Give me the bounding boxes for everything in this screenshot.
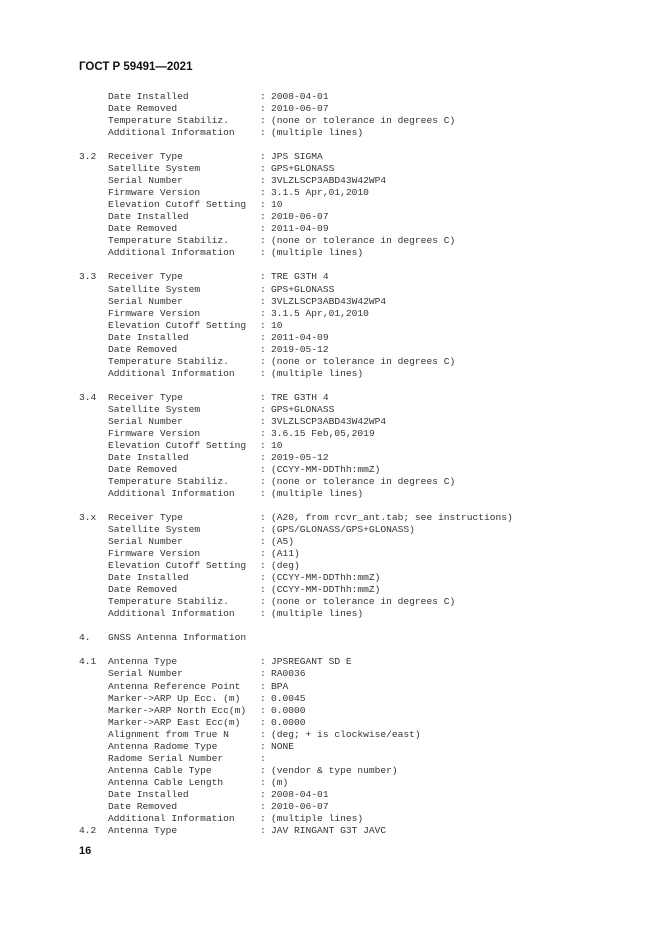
- page-number: 16: [79, 845, 92, 857]
- log-separator: :: [260, 524, 266, 536]
- log-separator: :: [260, 91, 266, 102]
- log-field-value: (vendor & type number): [271, 764, 398, 776]
- log-field-value: (multiple lines): [271, 247, 364, 259]
- log-field-value: JPS SIGMA: [271, 151, 323, 163]
- log-field-label: Antenna Cable Length: [108, 776, 224, 788]
- log-field-label: Satellite System: [108, 283, 201, 295]
- log-field-value: GPS+GLONASS: [271, 403, 335, 415]
- log-separator: :: [260, 307, 266, 319]
- log-field-label: Date Removed: [108, 223, 178, 235]
- log-line-number: 3.4: [79, 391, 97, 403]
- log-field-label: Temperature Stabiliz.: [108, 355, 229, 367]
- log-separator: :: [260, 512, 266, 523]
- log-field-label: Antenna Radome Type: [108, 740, 218, 752]
- log-separator: :: [260, 764, 266, 776]
- log-field-value: GPS+GLONASS: [271, 283, 335, 295]
- log-field-label: Serial Number: [108, 415, 183, 427]
- log-field-label: GNSS Antenna Information: [108, 632, 247, 644]
- log-field-value: 2008-04-01: [271, 91, 329, 102]
- log-separator: :: [260, 596, 266, 608]
- log-field-value: 10: [271, 199, 283, 211]
- log-field-label: Temperature Stabiliz.: [108, 115, 229, 127]
- log-line-number: 4.1: [79, 656, 97, 668]
- log-field-value: 3.1.5 Apr,01,2010: [271, 187, 369, 199]
- log-field-value: (CCYY-MM-DDThh:mmZ): [271, 463, 381, 475]
- log-separator: :: [260, 584, 266, 596]
- log-field-value: (A20, from rcvr_ant.tab; see instructions): [271, 512, 513, 523]
- log-field-label: Date Installed: [108, 211, 189, 223]
- log-field-value: 2010-06-07: [271, 211, 329, 223]
- log-field-value: 2011-04-09: [271, 223, 329, 235]
- log-field-value: (m): [271, 776, 289, 788]
- log-field-value: BPA: [271, 680, 289, 692]
- log-field-label: Radome Serial Number: [108, 752, 224, 764]
- log-field-label: Serial Number: [108, 295, 183, 307]
- log-separator: :: [260, 656, 266, 668]
- log-field-label: Firmware Version: [108, 548, 201, 560]
- log-field-label: Antenna Reference Point: [108, 680, 241, 692]
- log-separator: :: [260, 163, 266, 175]
- log-separator: :: [260, 692, 266, 704]
- log-line-number: 3.x: [79, 512, 97, 523]
- log-field-value: (deg): [271, 560, 300, 572]
- log-separator: :: [260, 283, 266, 295]
- page-header: ГОСТ Р 59491—2021: [79, 61, 193, 73]
- log-separator: :: [260, 391, 266, 403]
- log-field-label: Additional Information: [108, 488, 235, 499]
- log-line-number: 3.3: [79, 271, 97, 283]
- log-separator: :: [260, 175, 266, 187]
- log-field-label: Firmware Version: [108, 307, 201, 319]
- log-field-label: Elevation Cutoff Setting: [108, 560, 247, 572]
- log-field-label: Additional Information: [108, 812, 235, 824]
- log-field-label: Date Removed: [108, 584, 178, 596]
- log-separator: :: [260, 608, 266, 620]
- log-field-value: (none or tolerance in degrees C): [271, 115, 456, 127]
- log-field-label: Elevation Cutoff Setting: [108, 199, 247, 211]
- log-field-label: Additional Information: [108, 247, 235, 259]
- log-separator: :: [260, 235, 266, 247]
- log-separator: :: [260, 463, 266, 475]
- log-field-label: Additional Information: [108, 127, 235, 139]
- log-separator: :: [260, 403, 266, 415]
- log-field-label: Marker->ARP Up Ecc. (m): [108, 692, 241, 704]
- log-separator: :: [260, 728, 266, 740]
- log-field-value: (multiple lines): [271, 812, 364, 824]
- log-field-value: 2010-06-07: [271, 103, 329, 114]
- log-field-value: (multiple lines): [271, 127, 364, 139]
- log-field-label: Alignment from True N: [108, 728, 229, 740]
- log-separator: :: [260, 439, 266, 451]
- log-field-value: 0.0000: [271, 704, 306, 716]
- log-separator: :: [260, 415, 266, 427]
- log-field-value: 3.6.15 Feb,05,2019: [271, 427, 375, 439]
- log-field-value: GPS+GLONASS: [271, 163, 335, 175]
- log-separator: :: [260, 223, 266, 235]
- log-separator: :: [260, 199, 266, 211]
- log-separator: :: [260, 115, 266, 127]
- log-separator: :: [260, 343, 266, 355]
- log-separator: :: [260, 776, 266, 788]
- log-field-label: Satellite System: [108, 524, 201, 536]
- log-field-value: 3VLZLSCP3ABD43W42WP4: [271, 175, 387, 187]
- log-separator: :: [260, 127, 266, 139]
- log-field-label: Receiver Type: [108, 512, 183, 523]
- log-field-value: (none or tolerance in degrees C): [271, 476, 456, 487]
- log-separator: :: [260, 752, 266, 764]
- log-field-value: 3VLZLSCP3ABD43W42WP4: [271, 295, 387, 307]
- log-separator: :: [260, 812, 266, 824]
- log-separator: :: [260, 680, 266, 692]
- log-field-label: Date Removed: [108, 463, 178, 475]
- log-line-number: 4.2: [79, 824, 97, 836]
- log-field-value: (GPS/GLONASS/GPS+GLONASS): [271, 524, 415, 536]
- log-field-label: Temperature Stabiliz.: [108, 596, 229, 608]
- log-field-label: Marker->ARP North Ecc(m): [108, 704, 247, 716]
- log-field-value: RA0036: [271, 668, 306, 680]
- log-separator: :: [260, 271, 266, 283]
- log-separator: :: [260, 488, 266, 499]
- log-field-value: (A11): [271, 548, 300, 560]
- log-separator: :: [260, 536, 266, 548]
- log-field-label: Serial Number: [108, 175, 183, 187]
- log-field-value: 0.0000: [271, 716, 306, 728]
- log-separator: :: [260, 247, 266, 259]
- log-field-value: (multiple lines): [271, 608, 364, 620]
- log-field-value: 2019-05-12: [271, 451, 329, 463]
- log-field-label: Elevation Cutoff Setting: [108, 319, 247, 331]
- log-field-label: Date Installed: [108, 331, 189, 343]
- log-field-value: 3.1.5 Apr,01,2010: [271, 307, 369, 319]
- log-field-label: Firmware Version: [108, 187, 201, 199]
- log-separator: :: [260, 319, 266, 331]
- log-field-label: Serial Number: [108, 668, 183, 680]
- log-field-value: 2008-04-01: [271, 788, 329, 800]
- log-field-label: Temperature Stabiliz.: [108, 476, 229, 487]
- log-field-label: Date Removed: [108, 343, 178, 355]
- log-field-value: (none or tolerance in degrees C): [271, 235, 456, 247]
- log-field-value: (multiple lines): [271, 488, 364, 499]
- log-field-value: 2010-06-07: [271, 800, 329, 812]
- log-field-label: Additional Information: [108, 608, 235, 620]
- log-field-label: Date Installed: [108, 572, 189, 584]
- log-field-value: NONE: [271, 740, 295, 752]
- log-separator: :: [260, 427, 266, 439]
- log-separator: :: [260, 151, 266, 163]
- log-field-value: 10: [271, 319, 283, 331]
- log-field-label: Temperature Stabiliz.: [108, 235, 229, 247]
- log-separator: :: [260, 451, 266, 463]
- log-separator: :: [260, 560, 266, 572]
- log-field-value: 3VLZLSCP3ABD43W42WP4: [271, 415, 387, 427]
- log-field-value: (none or tolerance in degrees C): [271, 355, 456, 367]
- log-separator: :: [260, 211, 266, 223]
- log-field-value: (A5): [271, 536, 295, 548]
- log-separator: :: [260, 704, 266, 716]
- log-field-value: TRE G3TH 4: [271, 391, 329, 403]
- log-separator: :: [260, 476, 266, 487]
- log-field-label: Firmware Version: [108, 427, 201, 439]
- log-field-label: Antenna Cable Type: [108, 764, 212, 776]
- log-field-label: Marker->ARP East Ecc(m): [108, 716, 241, 728]
- log-separator: :: [260, 824, 266, 836]
- log-field-value: 10: [271, 439, 283, 451]
- log-separator: :: [260, 572, 266, 584]
- log-field-label: Receiver Type: [108, 271, 183, 283]
- log-separator: :: [260, 295, 266, 307]
- log-field-label: Date Removed: [108, 103, 178, 114]
- log-line-number: 4.: [79, 632, 91, 644]
- log-field-label: Date Removed: [108, 800, 178, 812]
- log-field-label: Satellite System: [108, 163, 201, 175]
- log-field-label: Receiver Type: [108, 151, 183, 163]
- log-separator: :: [260, 367, 266, 379]
- log-separator: :: [260, 800, 266, 812]
- log-field-value: TRE G3TH 4: [271, 271, 329, 283]
- log-field-label: Elevation Cutoff Setting: [108, 439, 247, 451]
- log-separator: :: [260, 668, 266, 680]
- log-separator: :: [260, 740, 266, 752]
- log-field-value: (multiple lines): [271, 367, 364, 379]
- log-field-label: Serial Number: [108, 536, 183, 548]
- log-separator: :: [260, 187, 266, 199]
- log-separator: :: [260, 716, 266, 728]
- log-separator: :: [260, 788, 266, 800]
- log-field-label: Satellite System: [108, 403, 201, 415]
- log-line-number: 3.2: [79, 151, 97, 163]
- log-field-value: 2019-05-12: [271, 343, 329, 355]
- log-field-label: Receiver Type: [108, 391, 183, 403]
- log-separator: :: [260, 355, 266, 367]
- log-field-label: Date Installed: [108, 91, 189, 102]
- log-field-value: JPSREGANT SD E: [271, 656, 352, 668]
- log-separator: :: [260, 331, 266, 343]
- log-separator: :: [260, 103, 266, 114]
- log-field-label: Date Installed: [108, 788, 189, 800]
- log-field-value: (CCYY-MM-DDThh:mmZ): [271, 584, 381, 596]
- log-field-value: (CCYY-MM-DDThh:mmZ): [271, 572, 381, 584]
- log-field-value: JAV RINGANT G3T JAVC: [271, 824, 387, 836]
- log-field-value: 2011-04-09: [271, 331, 329, 343]
- log-field-value: (deg; + is clockwise/east): [271, 728, 421, 740]
- log-field-label: Antenna Type: [108, 656, 178, 668]
- log-separator: :: [260, 548, 266, 560]
- log-field-value: 0.0045: [271, 692, 306, 704]
- log-field-label: Date Installed: [108, 451, 189, 463]
- log-field-label: Additional Information: [108, 367, 235, 379]
- log-field-value: (none or tolerance in degrees C): [271, 596, 456, 608]
- log-field-label: Antenna Type: [108, 824, 178, 836]
